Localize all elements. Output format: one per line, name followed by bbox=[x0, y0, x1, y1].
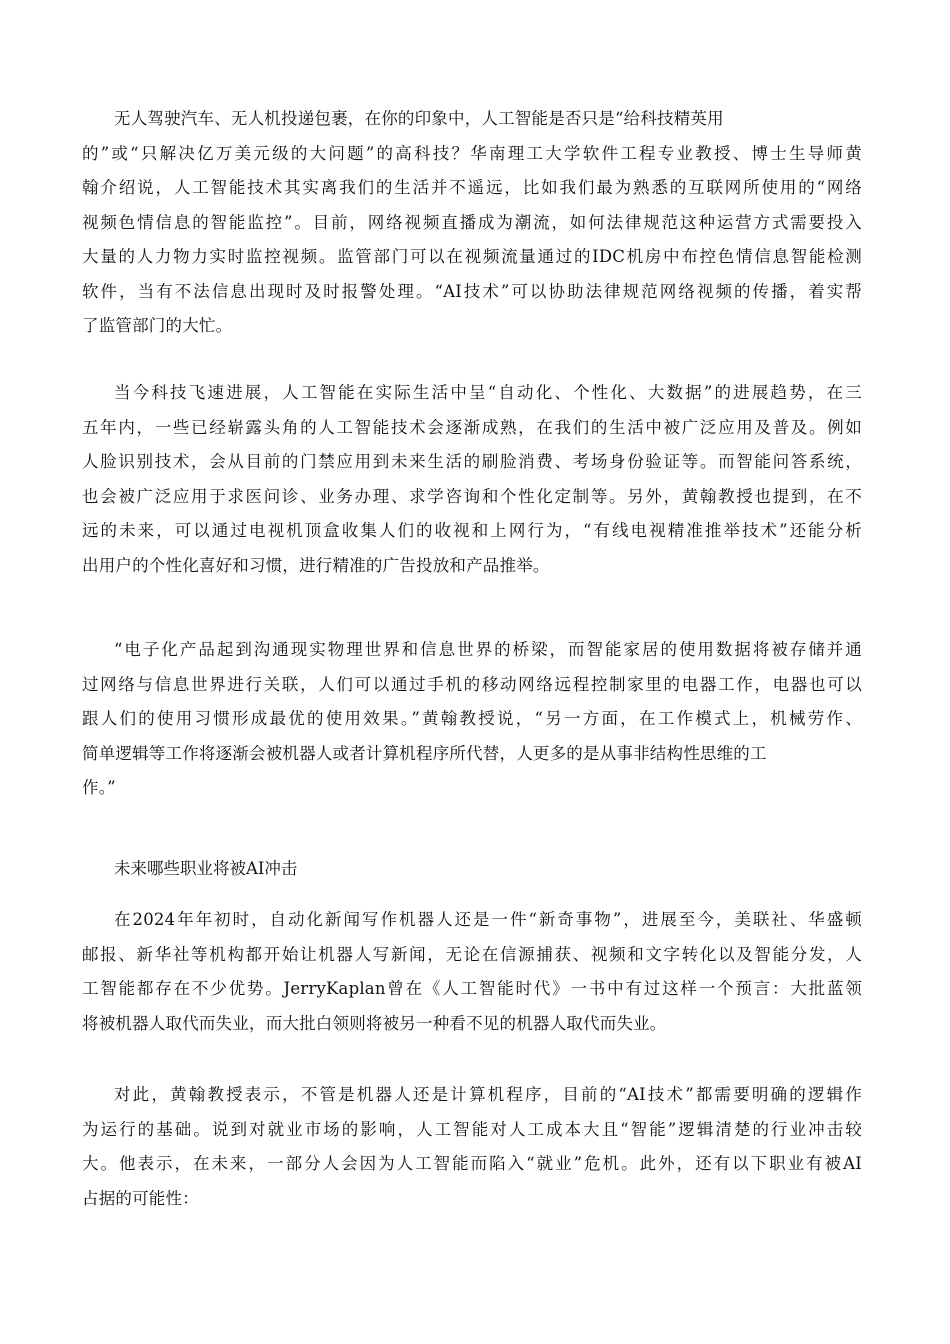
paragraph-line: 也会被广泛应用于求医问诊、业务办理、求学咨询和个性化定制等。另外，黄翰教授也提到，在不 bbox=[82, 486, 862, 506]
paragraph-line: 翰介绍说，人工智能技术其实离我们的生活并不遥远，比如我们最为熟悉的互联网所使用的“网络 bbox=[82, 178, 862, 197]
paragraph-1 bbox=[82, 102, 862, 344]
paragraph-line: 了监管部门的大忙。 bbox=[82, 316, 233, 335]
paragraph-line: 将被机器人取代而失业，而大批白领则将被另一种看不见的机器人取代而失业。 bbox=[82, 1013, 667, 1033]
paragraph-line: 出用户的个性化喜好和习惯，进行精准的广告投放和产品推举。 bbox=[82, 555, 550, 575]
paragraph-line: 为运行的基础。说到对就业市场的影响，人工智能对人工成本大且“智能”逻辑清楚的行业冲击较 bbox=[82, 1119, 862, 1139]
paragraph-line: “电子化产品起到沟通现实物理世界和信息世界的桥梁，而智能家居的使用数据将被存储并通 bbox=[114, 640, 862, 659]
paragraph-line: 视频色情信息的智能监控”。目前，网络视频直播成为潮流，如何法律规范这种运营方式需要投入 bbox=[82, 212, 862, 232]
paragraph-line: 软件，当有不法信息出现时及时报警处理。“AI技术”可以协助法律规范网络视频的传播，着实帮 bbox=[82, 281, 862, 301]
paragraph-2 bbox=[82, 376, 862, 583]
paragraph-line: 作。” bbox=[82, 778, 116, 797]
paragraph-4 bbox=[82, 903, 862, 1041]
paragraph-line: 无人驾驶汽车、无人机投递包裹，在你的印象中，人工智能是否只是“给科技精英用 bbox=[114, 109, 724, 128]
paragraph-line: 过网络与信息世界进行关联，人们可以通过手机的移动网络远程控制家里的电器工作，电器也可以 bbox=[82, 674, 862, 694]
paragraph-line: 的”或“只解决亿万美元级的大问题”的高科技？华南理工大学软件工程专业教授、博士生导师黄 bbox=[82, 143, 862, 163]
paragraph-line: 大。他表示，在未来，一部分人会因为人工智能而陷入“就业”危机。此外，还有以下职业有被AI bbox=[82, 1154, 862, 1173]
section-heading: 未来哪些职业将被AI冲击 bbox=[114, 859, 298, 878]
paragraph-line: 当今科技飞速进展，人工智能在实际生活中呈“自动化、个性化、大数据”的进展趋势，在三 bbox=[114, 383, 862, 402]
paragraph-line: 大量的人力物力实时监控视频。监管部门可以在视频流量通过的IDC机房中布控色情信息智能检测 bbox=[82, 247, 862, 266]
paragraph-line: 对此，黄翰教授表示，不管是机器人还是计算机程序，目前的“AI技术”都需要明确的逻辑作 bbox=[114, 1085, 862, 1104]
paragraph-line: 邮报、新华社等机构都开始让机器人写新闻，无论在信源捕获、视频和文字转化以及智能分发，人 bbox=[82, 944, 862, 964]
paragraph-line: 人脸识别技术，会从目前的门禁应用到未来生活的刷脸消费、考场身份验证等。而智能问答系统， bbox=[82, 452, 862, 471]
paragraph-line: 占据的可能性： bbox=[82, 1188, 199, 1208]
paragraph-line: 在2024年年初时，自动化新闻写作机器人还是一件“新奇事物”，进展至今，美联社、华盛顿 bbox=[114, 910, 862, 929]
paragraph-line: 简单逻辑等工作将逐渐会被机器人或者计算机程序所代替，人更多的是从事非结构性思维的工 bbox=[82, 743, 767, 763]
paragraph-line: 五年内，一些已经崭露头角的人工智能技术会逐渐成熟，在我们的生活中被广泛应用及普及。例如 bbox=[82, 417, 862, 437]
paragraph-line: 工智能都存在不少优势。JerryKaplan曾在《人工智能时代》一书中有过这样一个预言：大批蓝领 bbox=[82, 979, 862, 998]
paragraph-line: 远的未来，可以通过电视机顶盒收集人们的收视和上网行为，“有线电视精准推举技术”还能分析 bbox=[82, 521, 862, 540]
paragraph-line: 跟人们的使用习惯形成最优的使用效果。”黄翰教授说，“另一方面，在工作模式上，机械劳作、 bbox=[82, 709, 862, 728]
paragraph-5 bbox=[82, 1078, 862, 1216]
paragraph-3 bbox=[82, 633, 862, 806]
